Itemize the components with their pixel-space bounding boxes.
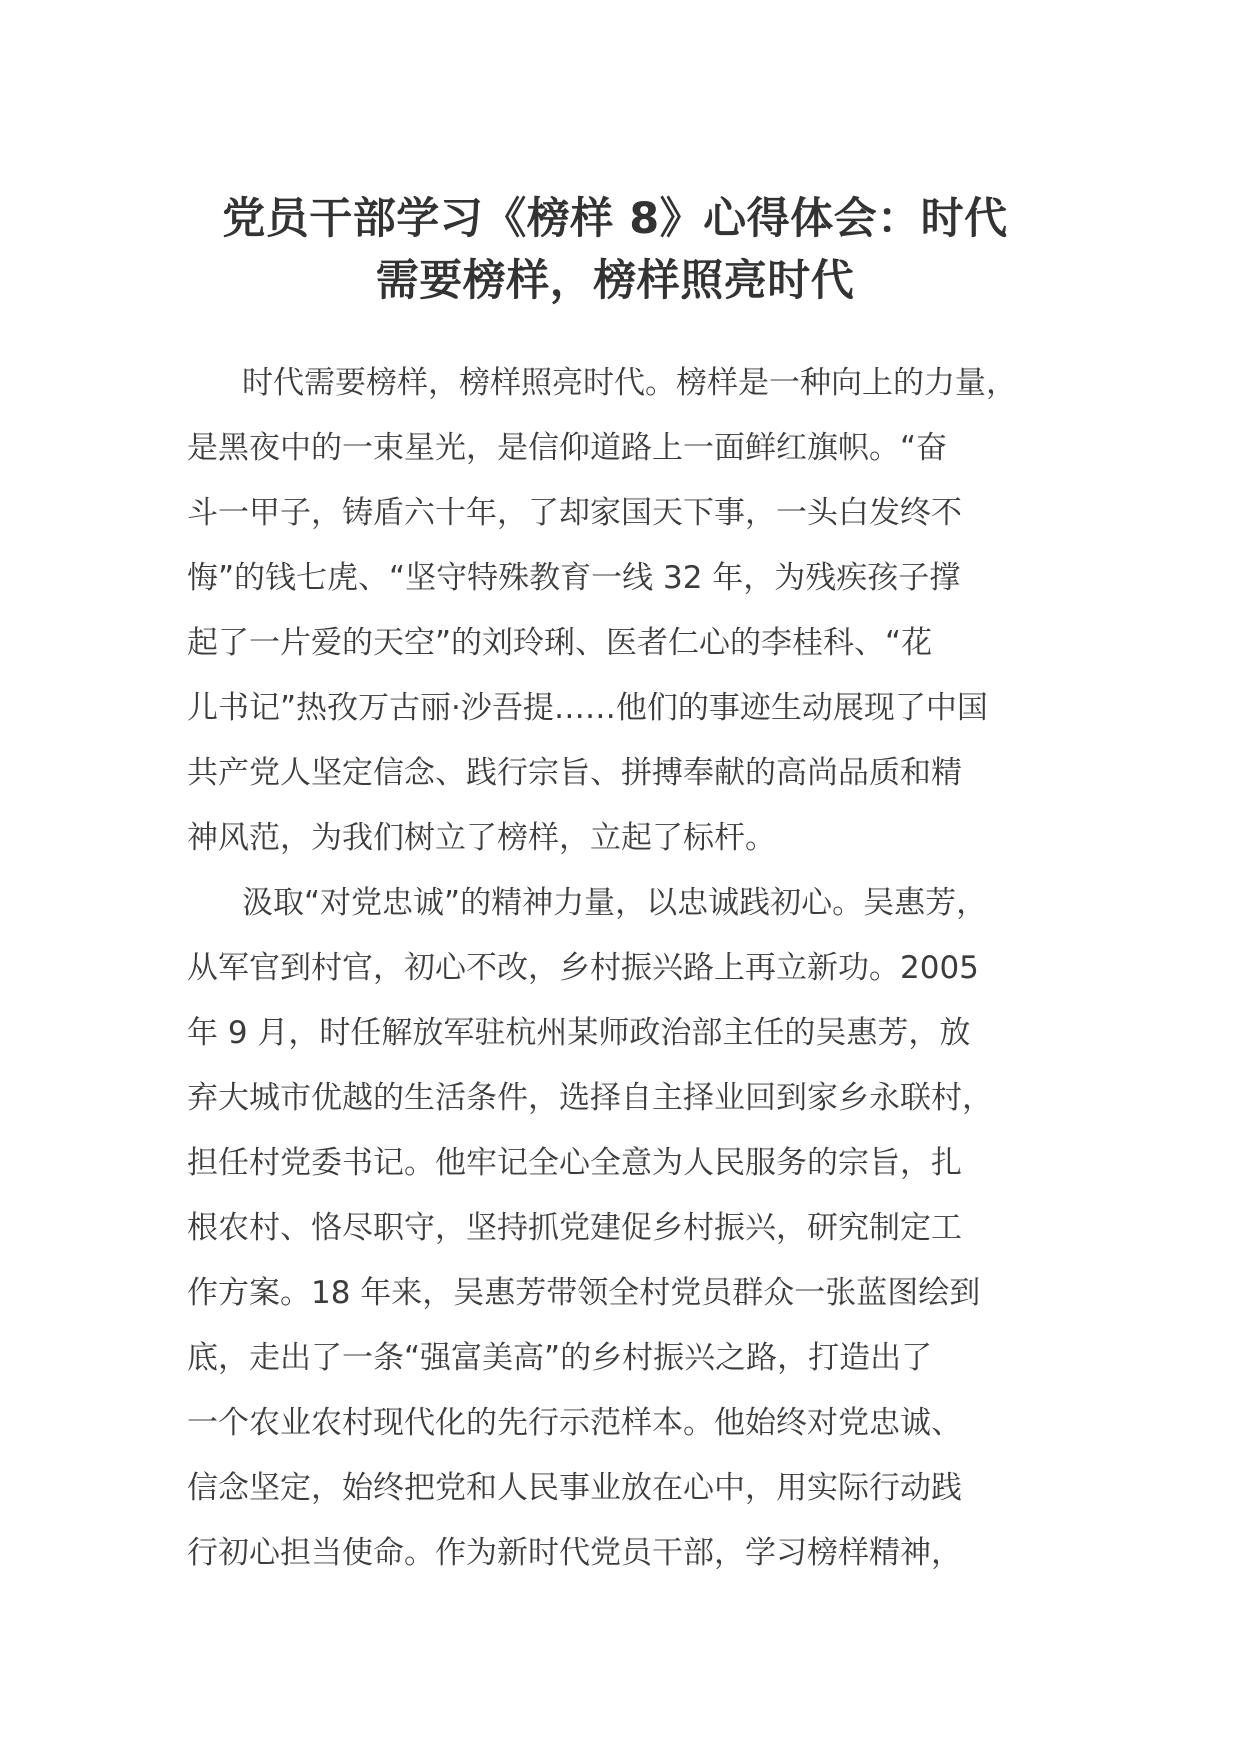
- document-title: [150, 188, 1080, 312]
- text-line: 行初心担当使命。作为新时代党员干部，学习榜样精神，: [187, 1535, 962, 1571]
- text-line: 悔”的钱七虎、“坚守特殊教育一线 32 年，为残疾孩子撑: [187, 560, 961, 596]
- text-line: 弃大城市优越的生活条件，选择自主择业回到家乡永联村，: [187, 1080, 993, 1116]
- text-line: 担任村党委书记。他牢记全心全意为人民服务的宗旨，扎: [187, 1145, 962, 1181]
- paragraph-1: [187, 351, 1087, 871]
- text-line: 汲取“对党忠诚”的精神力量，以忠诚践初心。吴惠芳，: [242, 885, 988, 921]
- paragraph-2: [187, 871, 1087, 1586]
- text-line: 根农村、恪尽职守，坚持抓党建促乡村振兴，研究制定工: [187, 1210, 962, 1246]
- text-line: 底，走出了一条“强富美高”的乡村振兴之路，打造出了: [187, 1340, 933, 1376]
- text-line: 是黑夜中的一束星光，是信仰道路上一面鲜红旗帜。“奋: [187, 430, 948, 466]
- text-line: 起了一片爱的天空”的刘玲琍、医者仁心的李桂科、“花: [187, 625, 933, 661]
- text-line: 从军官到村官，初心不改，乡村振兴路上再立新功。2005: [187, 950, 979, 986]
- text-line: 神风范，为我们树立了榜样，立起了标杆。: [187, 820, 776, 856]
- text-line: 儿书记”热孜万古丽·沙吾提……他们的事迹生动展现了中国: [187, 690, 988, 726]
- text-line: 共产党人坚定信念、践行宗旨、拼搏奉献的高尚品质和精: [187, 755, 962, 791]
- text-line: 作方案。18 年来，吴惠芳带领全村党员群众一张蓝图绘到: [187, 1275, 981, 1311]
- text-line: 年 9 月，时任解放军驻杭州某师政治部主任的吴惠芳，放: [187, 1015, 971, 1051]
- text-line: 斗一甲子，铸盾六十年，了却家国天下事，一头白发终不: [187, 495, 962, 531]
- text-line: 信念坚定，始终把党和人民事业放在心中，用实际行动践: [187, 1470, 962, 1506]
- text-line: 一个农业农村现代化的先行示范样本。他始终对党忠诚、: [187, 1405, 962, 1441]
- document-body: [187, 351, 1087, 1586]
- title-line: 党员干部学习《榜样 8》心得体会：时代: [222, 194, 1008, 244]
- title-line: 需要榜样，榜样照亮时代: [375, 256, 855, 306]
- text-line: 时代需要榜样，榜样照亮时代。榜样是一种向上的力量，: [242, 365, 1017, 401]
